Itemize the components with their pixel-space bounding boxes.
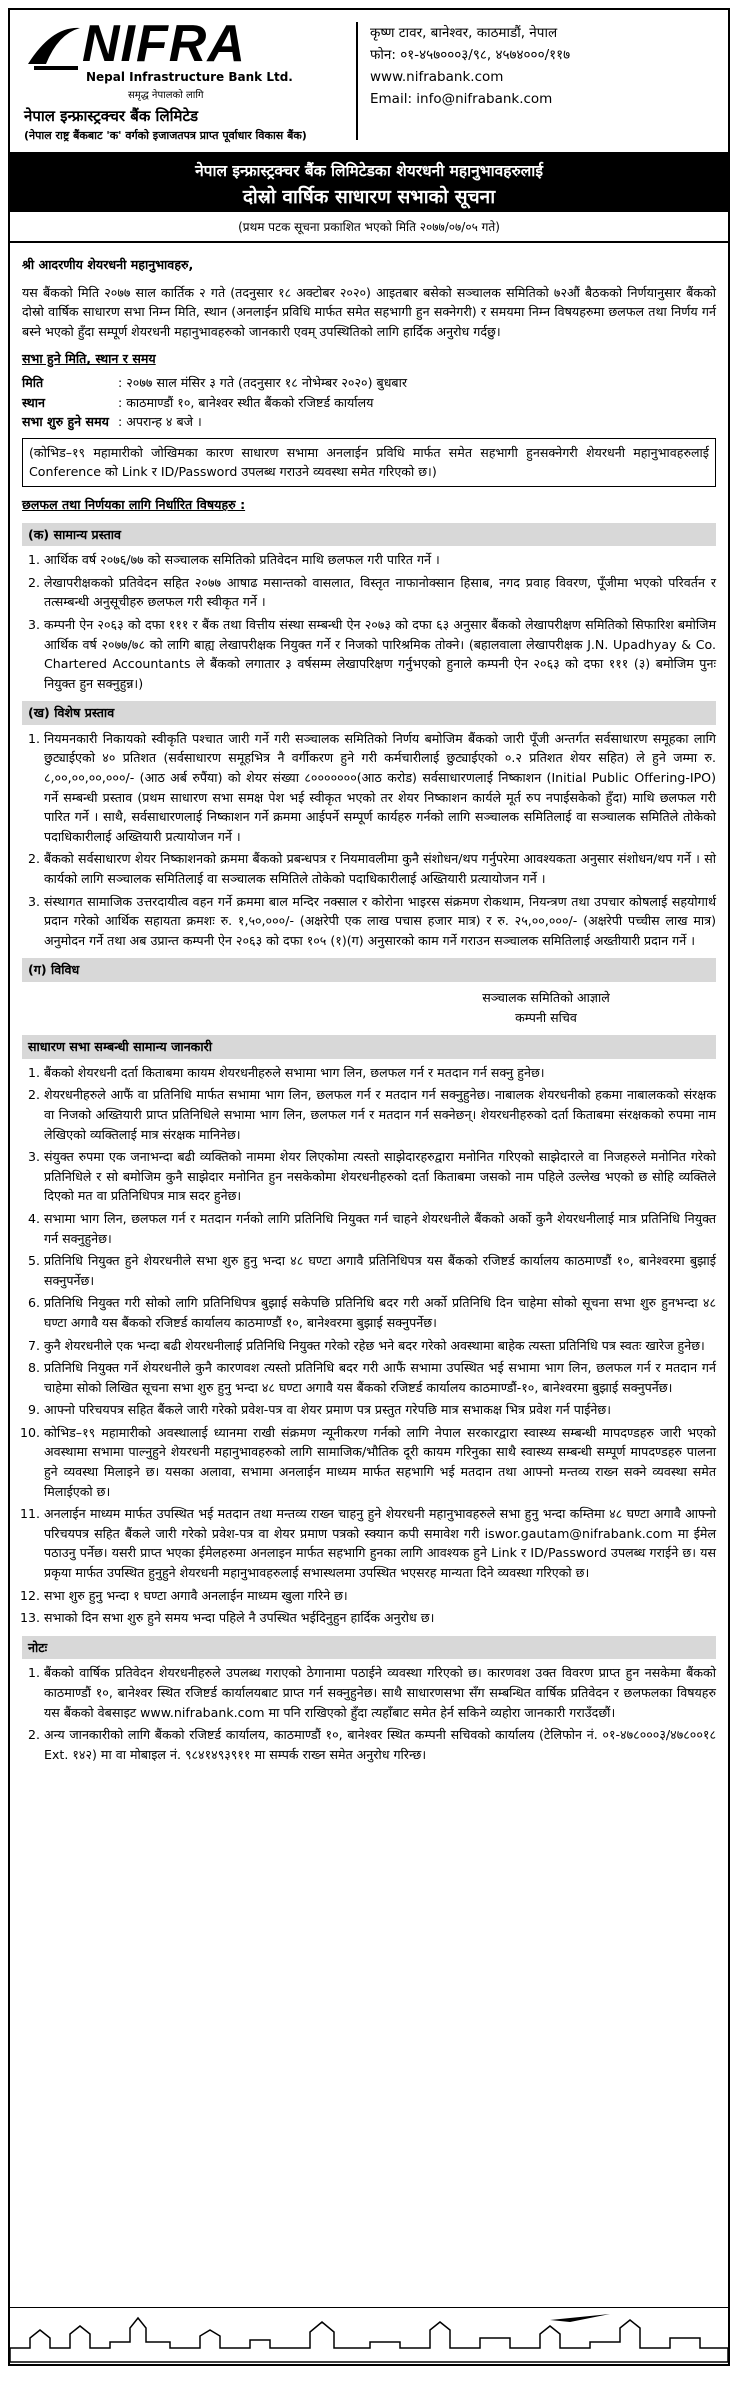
notes-heading: नोटः xyxy=(22,1636,716,1660)
agenda-heading: छलफल तथा निर्णयका लागि निर्धारित विषयहरु : xyxy=(22,496,246,512)
brand-full-english: Nepal Infrastructure Bank Ltd. xyxy=(86,70,293,84)
list-item: 7. कुनै शेयरधनीले एक भन्दा बढी शेयरधनीलाई प्रतिनिधि नियुक्त गरेको रहेछ भने बदर गरेको अवस्थामा बाहेक त्यस्ता प्रतिनिधि पत्र स्वतः खारेज हुनेछ। xyxy=(44,1336,716,1356)
list-item: 1. नियमनकारी निकायको स्वीकृति पश्चात जारी गर्ने गरी सञ्चालक समितिको निर्णय बमोजिम बैंकको जारी पूँजी अन्तर्गत सर्वसाधारण समूहका लागि छुट्याईएको ४० प्रतिशत (सर्वसाधारण समूहभित्र नै वर्गीकरण हुने गरी कर्मचारीलाई छुट्याईएको ०.२ प्रतिशत शेयर सहित) ले हुने जम्मा रु. ८,००,००,००,०००/- (आठ अर्ब रुपैंया) को शेयर संख्या ८०००००००(आठ करोड) सर्वसाधारणलाई निष्काशन (Initial Public Offering-IPO) गर्ने सम्बन्धी प्रस्ताव (प्रथम साधारण सभा समक्ष पेश भई स्वीकृत भएको तर शेयर निष्काशन कार्यले मूर्त रुप नपाईसकेको हुँदा) माथि छलफल गरी पारित गर्ने । साथै, सर्वसाधारणलाई निष्काशन गर्ने क्रममा आईपर्ने सम्पूर्ण कार्यहरु गर्नको लागि सञ्चालक समितिलाई वा सञ्चालक समितिले तोकेको पदाधिकारीलाई अख्तियारी प्रत्यायोजन गर्ने । xyxy=(44,729,716,847)
address: कृष्ण टावर, बानेश्वर, काठमाडौं, नेपाल xyxy=(370,25,558,41)
brand-license-note: (नेपाल राष्ट्र बैंकबाट 'क' वर्गको इजाजतपत्र प्राप्त पूर्वाधार विकास बैंक) xyxy=(24,129,307,142)
contact-block xyxy=(370,22,570,110)
phone: फोन: ०१-४५७०००३/९८, ४५७४०००/११७ xyxy=(370,47,571,63)
general-info-heading: साधारण सभा सम्बन्धी सामान्य जानकारी xyxy=(22,1035,716,1059)
meeting-details xyxy=(22,373,716,432)
place-value: : काठमाण्डौं १०, बानेश्वर स्थीत बैंकको रजिष्टर्ड कार्यालय xyxy=(118,394,374,410)
skyline-illustration xyxy=(10,2307,728,2364)
signature-line-1: सञ्चालक समितिको आज्ञाले xyxy=(482,990,610,1005)
date-value: : २०७७ साल मंसिर ३ गते (तदनुसार १८ नोभेम्बर २०२०) बुधबार xyxy=(118,374,408,390)
list-item: 10. कोभिड–१९ महामारीको अवस्थालाई ध्यानमा राखी संक्रमण न्यूनीकरण गर्नको लागि नेपाल सरकारद्वारा स्वास्थ्य सम्बन्धी मापदण्डहरु जारी भएको अवस्थामा सभामा पाल्नुहुने शेयरधनी महानुभावहरुको लागि सामाजिक/भौतिक दूरी कायम गरिनुका साथै स्वास्थ्य सम्बन्धी सम्पूर्ण मापदण्डहरु पालना हुने व्यवस्था मिलाइने छ। यसका अलावा, सभामा अनलाईन माध्यम मार्फत सहभागि भई मतदान तथा आफ्नो मन्तव्य राख्न सक्ने व्यवस्था समेत मिलाईएको छ। xyxy=(44,1423,716,1501)
list-item: 2. लेखापरीक्षकको प्रतिवेदन सहित २०७७ आषाढ मसान्तको वासलात, विस्तृत नाफानोक्सान हिसाब, नगद प्रवाह विवरण, पूँजीमा भएको परिवर्तन र तत्सम्बन्धी अनुसूचीहरु छलफल गरी स्वीकृत गर्ने । xyxy=(44,573,716,612)
intro-paragraph: यस बैंकको मिति २०७७ साल कार्तिक २ गते (तदनुसार १८ अक्टोबर २०२०) आइतबार बसेको सञ्चालक समितिको ७२औं बैठकको निर्णयानुसार बैंकको दोस्रो वार्षिक साधारण सभा निम्न मिति, स्थान (अनलाईन प्रविधि मार्फत समेत सहभागी हुन सक्नेगरी) र समयमा निम्न विषयहरुमा छलफल तथा निर्णय गर्न बस्ने भएको हुँदा सम्पूर्ण शेयरधनी महानुभावहरुको जानकारी एवम् उपस्थितिको लागि हार्दिक अनुरोध गर्दछु। xyxy=(22,284,716,339)
list-item: 3. संयुक्त रुपमा एक जनाभन्दा बढी व्यक्तिको नाममा शेयर लिएकोमा त्यस्तो साझेदारहरुद्वारा मनोनित गरिएको साझेदारले वा निजहरुले मनोनित गरेको प्रतिनिधिले र सो बमोजिम कुनै साझेदार मनोनित हुन नसकेकोमा शेयरधनीहरुको दर्ता किताबमा जसको नाम पहिले उल्लेख भएको छ सोहि व्यक्तिले दिएको मत वा प्रतिनिधिपत्र मात्र सदर हुनेछ। xyxy=(44,1147,716,1206)
list-item: 2. शेयरधनीहरुले आफैं वा प्रतिनिधि मार्फत सभामा भाग लिन, छलफल गर्न र मतदान गर्न सक्नुहुनेछ। नाबालक शेयरधनीको हकमा नाबालकको संरक्षक वा निजको अख्तियारी प्राप्त प्रतिनिधिले सभामा भाग लिन, छलफल गर्न र मतदान गर्न सक्नेछन्। शेयरधनीहरुको दर्ता किताबमा संरक्षकको रुपमा नाम लेखिएको व्यक्तिलाई मात्र संरक्षक मानिनेछ। xyxy=(44,1085,716,1144)
list-item: 2. बैंकको सर्वसाधारण शेयर निष्काशनको क्रममा बैंकको प्रबन्धपत्र र नियमावलीमा कुनै संशोधन/थप गर्नुपरेमा आवश्यकता अनुसार संशोधन/थप गर्ने । सो कार्यको लागि सञ्चालक समितिलाई वा सञ्चालक समितिले तोकेको पदाधिकारीलाई अख्तियारी प्रत्यायोजन गर्ने । xyxy=(44,849,716,888)
general-proposal-heading: (क) सामान्य प्रस्ताव xyxy=(22,523,716,547)
list-item: 1. बैंकको शेयरधनी दर्ता किताबमा कायम शेयरधनीहरुले सभामा भाग लिन, छलफल गर्न र मतदान गर्न सक्नु हुनेछ। xyxy=(44,1063,716,1083)
notice-title xyxy=(10,154,728,212)
list-item: 1. आर्थिक वर्ष २०७६/७७ को सञ्चालक समितिको प्रतिवेदन माथि छलफल गरी पारित गर्ने । xyxy=(44,550,716,570)
list-item: 5. प्रतिनिधि नियुक्त हुने शेयरधनीले सभा शुरु हुनु भन्दा ४८ घण्टा अगावै प्रतिनिधिपत्र यस बैंकको रजिष्टर्ड कार्यालय काठमाण्डौं १०, बानेश्वरमा बुझाई सक्नुपर्नेछ। xyxy=(44,1251,716,1290)
general-info-list xyxy=(22,1063,716,1628)
logo-mark-icon xyxy=(24,20,84,76)
letterhead xyxy=(10,10,728,154)
list-item: 3. कम्पनी ऐन २०६३ को दफा १११ र बैंक तथा वित्तीय संस्था सम्बन्धी ऐन २०७३ को दफा ६३ अनुसार बैंकको लेखापरीक्षण समितिको सिफारिश बमोजिम आर्थिक वर्ष २०७७/७८ को लागि बाह्य लेखापरीक्षक नियुक्त गर्ने र निजको पारिश्रमिक तोक्ने। (बहालवाला लेखापरीक्षक J.N. Upadhyay & Co. Chartered Accountants ले बैंकको लगातार ३ वर्षसम्म लेखापरिक्षण गर्नुभएको हुनाले कम्पनी ऐन २०६३ को दफा १११ (३) बमोजिम पुनः नियुक्त हुन सक्नुहुन्न।) xyxy=(44,615,716,693)
notes-list xyxy=(22,1663,716,1764)
list-item: 2. अन्य जानकारीको लागि बैंकको रजिष्टर्ड कार्यालय, काठमाण्डौं १०, बानेश्वर स्थित कम्पनी सचिवको कार्यालय (टेलिफोन नं. ०१-४७८०००३/४७८००१८ Ext. १४२) मा वा मोबाइल नं. ९८४१४९३९११ मा सम्पर्क राख्न समेत अनुरोध गरिन्छ। xyxy=(44,1725,716,1764)
notice-body xyxy=(10,243,728,1764)
publication-date: (प्रथम पटक सूचना प्रकाशित भएको मिति २०७७/०७/०५ गते) xyxy=(10,212,728,243)
list-item: 13. सभाको दिन सभा शुरु हुने समय भन्दा पहिले नै उपस्थित भईदिनुहुन हार्दिक अनुरोध छ। xyxy=(44,1608,716,1628)
list-item: 9. आफ्नो परिचयपत्र सहित बैंकले जारी गरेको प्रवेश-पत्र वा शेयर प्रमाण पत्र प्रस्तुत गरेपछि मात्र सभाकक्ष भित्र प्रवेश गर्न पाईनेछ। xyxy=(44,1400,716,1420)
signature-block xyxy=(416,988,676,1027)
salutation: श्री आदरणीय शेयरधनी महानुभावहरु, xyxy=(22,257,194,272)
city-skyline-icon xyxy=(10,2308,728,2364)
special-proposal-heading: (ख) विशेष प्रस्ताव xyxy=(22,701,716,725)
title-line-1: नेपाल इन्फ्रास्ट्रक्चर बैंक लिमिटेडका शेयरधनी महानुभावहरुलाई xyxy=(195,162,543,180)
list-item: 8. प्रतिनिधि नियुक्त गर्ने शेयरधनीले कुनै कारणवश त्यस्तो प्रतिनिधि बदर गरी आफैं सभामा उपस्थित भई सभामा भाग लिन, छलफल गर्न र मतदान गर्न चाहेमा सोको लिखित सूचना सभा शुरु हुनु भन्दा ४८ घण्टा अगावै यस बैंकको रजिष्टर्ड कार्यालय काठमाण्डौं-१०, बानेश्वरमा बुझाई सक्नुपर्नेछ। xyxy=(44,1358,716,1397)
list-item: 6. प्रतिनिधि नियुक्त गरी सोको लागि प्रतिनिधिपत्र बुझाई सकेपछि प्रतिनिधि बदर गरी अर्को प्रतिनिधि दिन चाहेमा सोको सूचना सभा शुरु हुनभन्दा ४८ घण्टा अगावै यस बैंकको रजिष्टर्ड कार्यालय काठमाण्डौं १०, बानेश्वरमा बुझाई सक्नुपर्नेछ। xyxy=(44,1293,716,1332)
signature-line-2: कम्पनी सचिव xyxy=(515,1009,577,1025)
special-proposal-list xyxy=(22,729,716,951)
brand-tagline: समृद्ध नेपालको लागि xyxy=(128,90,204,101)
title-line-2: दोस्रो वार्षिक साधारण सभाको सूचना xyxy=(242,186,496,208)
notice-page xyxy=(8,8,730,2366)
email-link[interactable]: Email: info@nifrabank.com xyxy=(370,91,553,107)
meeting-heading: सभा हुने मिति, स्थान र समय xyxy=(22,351,156,367)
date-label: मिति xyxy=(22,374,44,390)
place-label: स्थान xyxy=(22,394,45,410)
website-link[interactable]: www.nifrabank.com xyxy=(370,69,504,85)
covid-note: (कोभिड–१९ महामारीको जोखिमका कारण साधारण सभामा अनलाईन प्रविधि मार्फत समेत सहभागी हुनसक्नेगरी शेयरधनी महानुभावहरुलाई Conference को Link र ID/Password उपलब्ध गराउने व्यवस्था समेत गरिएको छ।) xyxy=(22,438,716,487)
list-item: 12. सभा शुरु हुनु भन्दा १ घण्टा अगावै अनलाईन माध्यम खुला गरिने छ। xyxy=(44,1586,716,1606)
brand-name: NIFRA xyxy=(82,15,246,73)
list-item: 3. संस्थागत सामाजिक उत्तरदायीत्व वहन गर्ने क्रममा बाल मन्दिर नक्साल र कोरोना भाइरस संक्रमण रोकथाम, नियन्त्रण तथा उपचार कोषलाई सहयोगार्थ प्रदान गरेको आर्थिक सहायता क्रमशः रु. १,५०,०००/- (अक्षरेपी एक लाख पचास हजार मात्र) र रु. २५,००,०००/- (अक्षरेपी पच्चीस लाख मात्र) अनुमोदन गर्ने तथा अब उप्रान्त कम्पनी ऐन २०६३ को दफा १०५ (१)(ग) अनुसारको काम गर्ने गराउन सञ्चालक समितिलाई अख्तीयारी प्रदान गर्ने । xyxy=(44,892,716,951)
general-proposal-list xyxy=(22,550,716,693)
brand-name-nepali: नेपाल इन्फ्रास्ट्रक्चर बैंक लिमिटेड xyxy=(24,107,199,125)
list-item: 11. अनलाईन माध्यम मार्फत उपस्थित भई मतदान तथा मन्तव्य राख्न चाहनु हुने शेयरधनी महानुभावहरुले सभा हुनु भन्दा कम्तिमा ४८ घण्टा अगावै आफ्नो परिचयपत्र सहित बैंकले जारी गरेको प्रवेश-पत्र वा शेयर प्रमाण पत्रको स्क्यान कपी समावेश गरी iswor.gautam@nifrabank.com मा ईमेल पठाउनु पर्नेछ। यसरी प्राप्त भएका ईमेलहरुमा अनलाइन मार्फत सहभागि हुनका लागि आवश्यक हुने Link र ID/Password उपलब्ध गराईने छ। यस प्रकृया मार्फत उपस्थित हुनुहुने शेयरधनी महानुभावहरुलाई सभास्थलमा उपस्थित भएसरह मान्यता दिने व्यवस्था गरिएको छ। xyxy=(44,1504,716,1582)
time-label: सभा शुरु हुने समय xyxy=(22,414,109,430)
list-item: 1. बैंकको वार्षिक प्रतिवेदन शेयरधनीहरुले उपलब्ध गराएको ठेगानामा पठाईने व्यवस्था गरिएको छ। कारणवश उक्त विवरण प्राप्त हुन नसकेमा बैंकको काठमाण्डौं १०, बानेश्वर स्थित रजिष्टर्ड कार्यालयबाट प्राप्त गर्न सक्नुहुनेछ। साथै साधारणसभा सँग सम्बन्धित वार्षिक प्रतिवेदन र छलफलका विषयहरु यस बैंकको वेबसाइट www.nifrabank.com मा पनि राखिएको हुँदा त्यहाँबाट समेत हेर्न सकिने व्यहोरा जानकारी गराउँदछौं। xyxy=(44,1663,716,1722)
header-divider xyxy=(356,22,358,140)
time-value: : अपरान्ह ४ बजे । xyxy=(118,414,202,430)
misc-heading: (ग) विविध xyxy=(22,958,716,982)
list-item: 4. सभामा भाग लिन, छलफल गर्न र मतदान गर्नको लागि प्रतिनिधि नियुक्त गर्न चाहने शेयरधनीले बैंकको अर्को कुनै शेयरधनीलाई मात्र प्रतिनिधि नियुक्त गर्न सक्नुहुनेछ। xyxy=(44,1209,716,1248)
